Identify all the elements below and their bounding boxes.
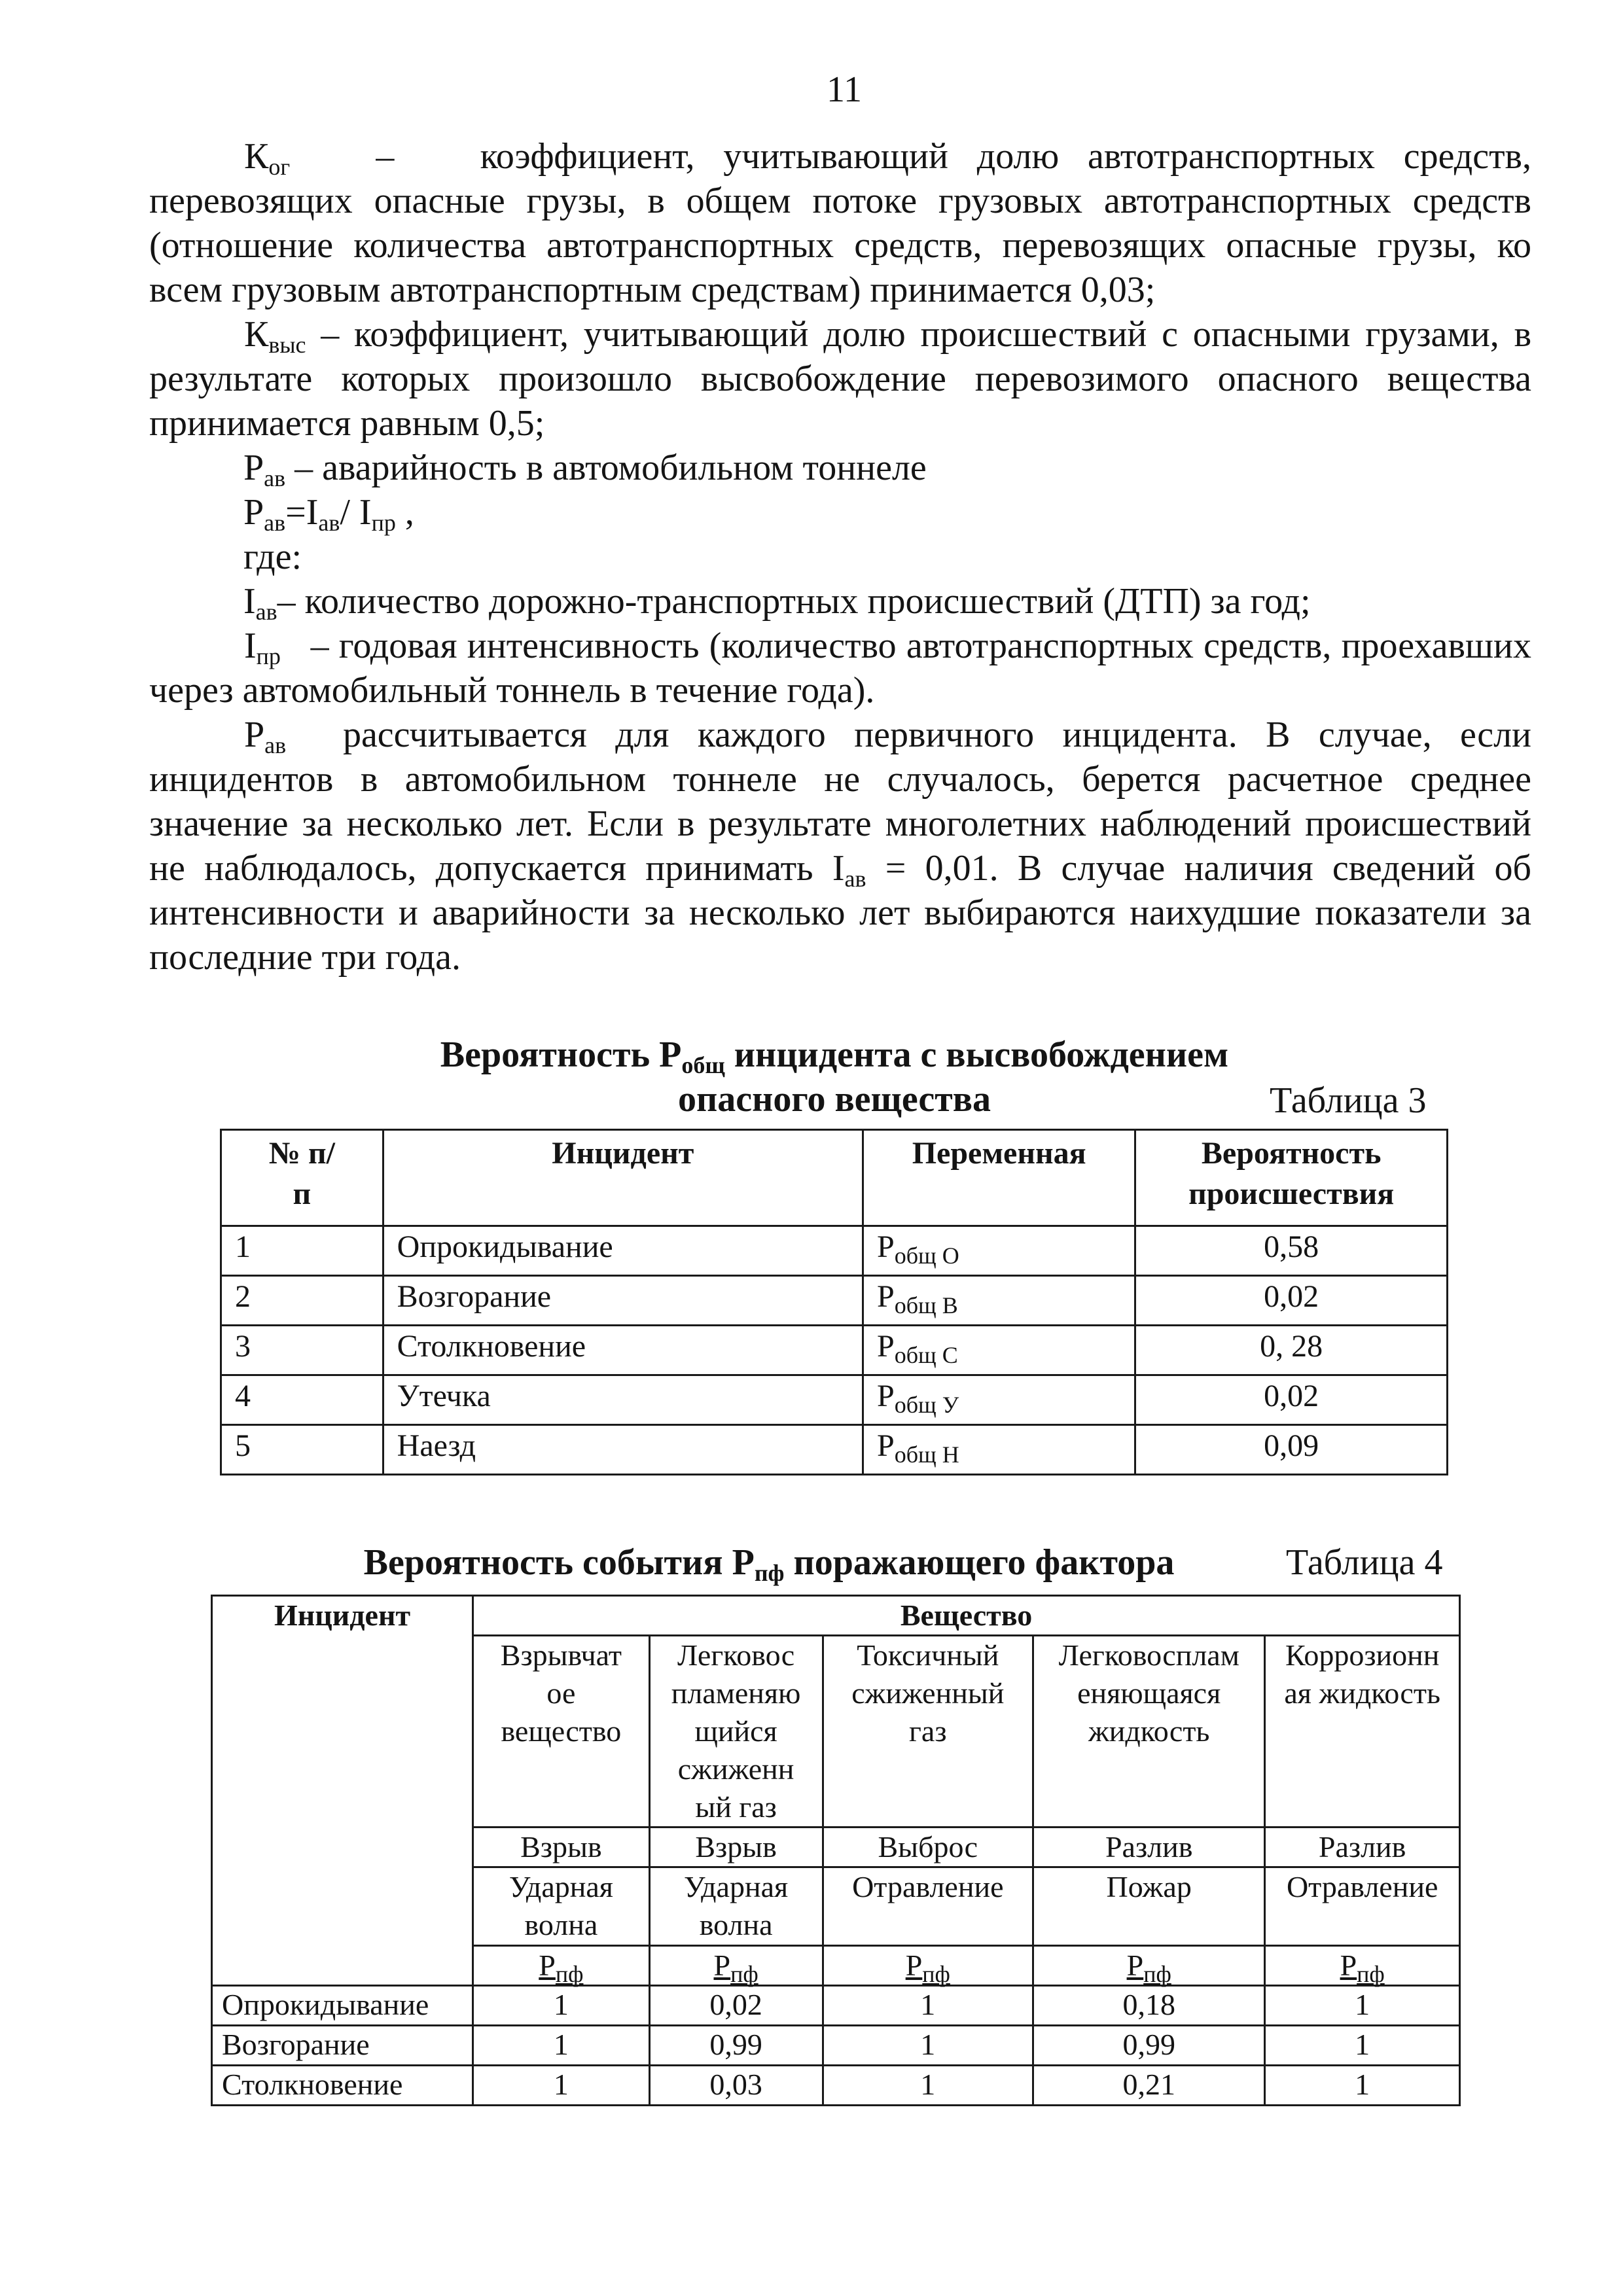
variable-subscript: общ О [894, 1243, 959, 1269]
table3 [220, 1129, 1448, 1475]
factor-cell: Ударная волна [649, 1867, 823, 1946]
paragraph-text: коэффициент, учитывающий долю автотранспортных средств, перевозящих опасные грузы, в общем потоке грузовых автотранспортных средств (отношение количества автотранспортных средств, перевозящих опасные грузы, ко всем грузовым автотранспортным средствам) принимается 0,03; [149, 136, 1531, 310]
substance-cell: Токсичный сжиженный газ [823, 1636, 1033, 1828]
paragraph-text: – аварийность в автомобильном тоннеле [294, 448, 927, 488]
paragraph-text: – коэффициент, учитывающий долю происшествий с опасными грузами, в результате которых произошло высвобождение перевозимого опасного вещества принимается равным 0,5; [149, 314, 1532, 444]
row-incident: Опрокидывание [212, 1986, 473, 2026]
table3-title-line1 [327, 1033, 1342, 1077]
table-row [212, 2066, 1460, 2106]
symbol-k: К [244, 314, 269, 355]
paragraph-k-og [149, 134, 1531, 312]
table3-title-line2: опасного вещества [678, 1079, 991, 1120]
symbol-subscript: ав [844, 866, 866, 892]
row-value: 0,02 [649, 1986, 823, 2026]
p-symbol: Р [905, 1949, 923, 1982]
substance-cell: Взрывчат ое вещество [473, 1636, 650, 1828]
where-label: где: [243, 537, 302, 577]
variable-symbol: Р [876, 1279, 895, 1314]
paragraph-text: рассчитывается для каждого первичного инцидента. В случае, если инцидентов в автомобильном тоннеле не случалось, берется расчетное среднее значение за несколько лет. Если в результате многолетних наблюдений происшествий не наблюдалось, допускается принимать I [149, 715, 1532, 889]
row-probability: 0,02 [1135, 1276, 1448, 1326]
paragraph-i-av [243, 579, 1311, 624]
p-symbol: Р [713, 1949, 731, 1982]
row-value: 1 [823, 1986, 1033, 2026]
row-value: 0,21 [1033, 2066, 1265, 2106]
variable-subscript: общ Н [894, 1441, 959, 1468]
page-number: 11 [827, 69, 862, 110]
row-incident: Наезд [383, 1425, 863, 1475]
formula-part: / I [340, 492, 372, 533]
p-symbol: Р [1126, 1949, 1144, 1982]
factor-cell: Отравление [823, 1867, 1033, 1946]
p-cell [473, 1946, 650, 1986]
p-cell [823, 1946, 1033, 1986]
table-row [221, 1375, 1448, 1425]
table4-header-row [212, 1596, 1460, 1636]
symbol-i: I [244, 626, 257, 666]
symbol-subscript: ав [264, 732, 287, 758]
table3-header-number: № п/п [221, 1130, 383, 1226]
symbol-p: Р [244, 715, 265, 755]
symbol-i: I [243, 581, 256, 622]
table3-header-row [221, 1130, 1448, 1226]
row-value: 0,03 [649, 2066, 823, 2106]
p-subscript: пф [922, 1961, 950, 1987]
row-number: 5 [221, 1425, 383, 1475]
row-incident: Столкновение [212, 2066, 473, 2106]
row-number: 2 [221, 1276, 383, 1326]
variable-symbol: Р [876, 1428, 895, 1463]
row-number: 3 [221, 1326, 383, 1375]
row-value: 1 [1265, 2066, 1460, 2106]
table3-title [327, 1033, 1342, 1122]
p-subscript: пф [730, 1961, 758, 1987]
table4-title [301, 1540, 1237, 1585]
row-variable [863, 1326, 1135, 1375]
row-probability: 0,02 [1135, 1375, 1448, 1425]
formula-part: =I [285, 492, 319, 533]
factor-cell: Отравление [1265, 1867, 1460, 1946]
variable-symbol: Р [876, 1379, 895, 1413]
symbol-subscript: выс [268, 332, 306, 358]
row-value: 1 [473, 2066, 650, 2106]
variable-subscript: общ У [894, 1392, 959, 1418]
table-row [221, 1425, 1448, 1475]
p-cell [649, 1946, 823, 1986]
row-number: 4 [221, 1375, 383, 1425]
row-probability: 0,58 [1135, 1226, 1448, 1276]
table-row [212, 1986, 1460, 2026]
title-part: инцидента с высвобождением [734, 1034, 1229, 1075]
p-symbol: Р [539, 1949, 556, 1982]
substance-cell: Легковос пламеняю щийся сжиженн ый газ [649, 1636, 823, 1828]
row-value: 0,18 [1033, 1986, 1265, 2026]
formula-subscript: пр [371, 510, 396, 536]
variable-symbol: Р [876, 1329, 895, 1364]
symbol-subscript: ог [268, 154, 291, 180]
paragraph-text: – годовая интенсивность (количество автотранспортных средств, проехавших через автомобильный тоннель в течение года). [149, 626, 1532, 711]
row-incident: Возгорание [212, 2026, 473, 2066]
paragraph-text: = 0,01. В случае наличия сведений об интенсивности и аварийности за несколько лет выбираются наихудшие показатели за последние три года. [149, 848, 1531, 978]
row-number: 1 [221, 1226, 383, 1276]
formula [243, 490, 414, 535]
dash: – [376, 136, 395, 177]
title-part: Вероятность Р [440, 1034, 682, 1075]
table3-caption: Таблица 3 [1270, 1080, 1427, 1121]
paragraph-p-av [243, 446, 927, 490]
row-incident: Столкновение [383, 1326, 863, 1375]
row-value: 1 [473, 2026, 650, 2066]
paragraph-p-av-calc [149, 713, 1531, 980]
substance-cell: Коррозионн ая жидкость [1265, 1636, 1460, 1828]
row-value: 1 [1265, 1986, 1460, 2026]
table-row [221, 1276, 1448, 1326]
event-cell: Разлив [1033, 1828, 1265, 1867]
table-row [221, 1226, 1448, 1276]
table4-header-incident: Инцидент [212, 1596, 473, 1986]
p-cell [1033, 1946, 1265, 1986]
p-subscript: пф [555, 1961, 584, 1987]
symbol-subscript: пр [256, 643, 281, 669]
event-cell: Взрыв [473, 1828, 650, 1867]
formula-subscript: ав [264, 510, 286, 536]
event-cell: Разлив [1265, 1828, 1460, 1867]
table-row [212, 2026, 1460, 2066]
row-value: 0,99 [1033, 2026, 1265, 2066]
table3-header-probability: Вероятность происшествия [1135, 1130, 1448, 1226]
event-cell: Взрыв [649, 1828, 823, 1867]
symbol-subscript: ав [255, 599, 277, 625]
row-incident: Возгорание [383, 1276, 863, 1326]
row-value: 1 [1265, 2026, 1460, 2066]
factor-cell: Пожар [1033, 1867, 1265, 1946]
row-variable [863, 1276, 1135, 1326]
row-variable [863, 1226, 1135, 1276]
row-incident: Утечка [383, 1375, 863, 1425]
table-row [221, 1326, 1448, 1375]
row-probability: 0,09 [1135, 1425, 1448, 1475]
table4-header-substance: Вещество [473, 1596, 1460, 1636]
title-subscript: общ [681, 1052, 725, 1078]
event-cell: Выброс [823, 1828, 1033, 1867]
variable-subscript: общ В [894, 1292, 958, 1318]
formula-subscript: ав [318, 510, 340, 536]
row-value: 1 [823, 2066, 1033, 2106]
formula-part: Р [243, 492, 264, 533]
paragraph-i-pr [149, 624, 1531, 713]
row-probability: 0, 28 [1135, 1326, 1448, 1375]
paragraph-text: – количество дорожно-транспортных происшествий (ДТП) за год; [277, 581, 1311, 622]
row-variable [863, 1425, 1135, 1475]
p-symbol: Р [1340, 1949, 1357, 1982]
factor-cell: Ударная волна [473, 1867, 650, 1946]
formula-part: , [395, 492, 414, 533]
symbol-k: К [244, 136, 269, 177]
p-subscript: пф [1143, 1961, 1171, 1987]
row-value: 0,99 [649, 2026, 823, 2066]
symbol-subscript: ав [264, 465, 286, 491]
table3-header-incident: Инцидент [383, 1130, 863, 1226]
title-part: поражающего фактора [793, 1542, 1175, 1583]
substance-cell: Легковосплам еняющаяся жидкость [1033, 1636, 1265, 1828]
table4 [211, 1595, 1461, 2106]
symbol-p: Р [243, 448, 264, 488]
title-subscript: пф [754, 1560, 785, 1586]
title-part: Вероятность события Р [363, 1542, 755, 1583]
row-value: 1 [473, 1986, 650, 2026]
row-incident: Опрокидывание [383, 1226, 863, 1276]
variable-symbol: Р [876, 1229, 895, 1264]
p-subscript: пф [1357, 1961, 1385, 1987]
paragraph-k-vys [149, 312, 1531, 446]
table3-header-variable: Переменная [863, 1130, 1135, 1226]
row-value: 1 [823, 2026, 1033, 2066]
table4-caption: Таблица 4 [1286, 1542, 1443, 1583]
variable-subscript: общ С [894, 1342, 958, 1368]
p-cell [1265, 1946, 1460, 1986]
row-variable [863, 1375, 1135, 1425]
